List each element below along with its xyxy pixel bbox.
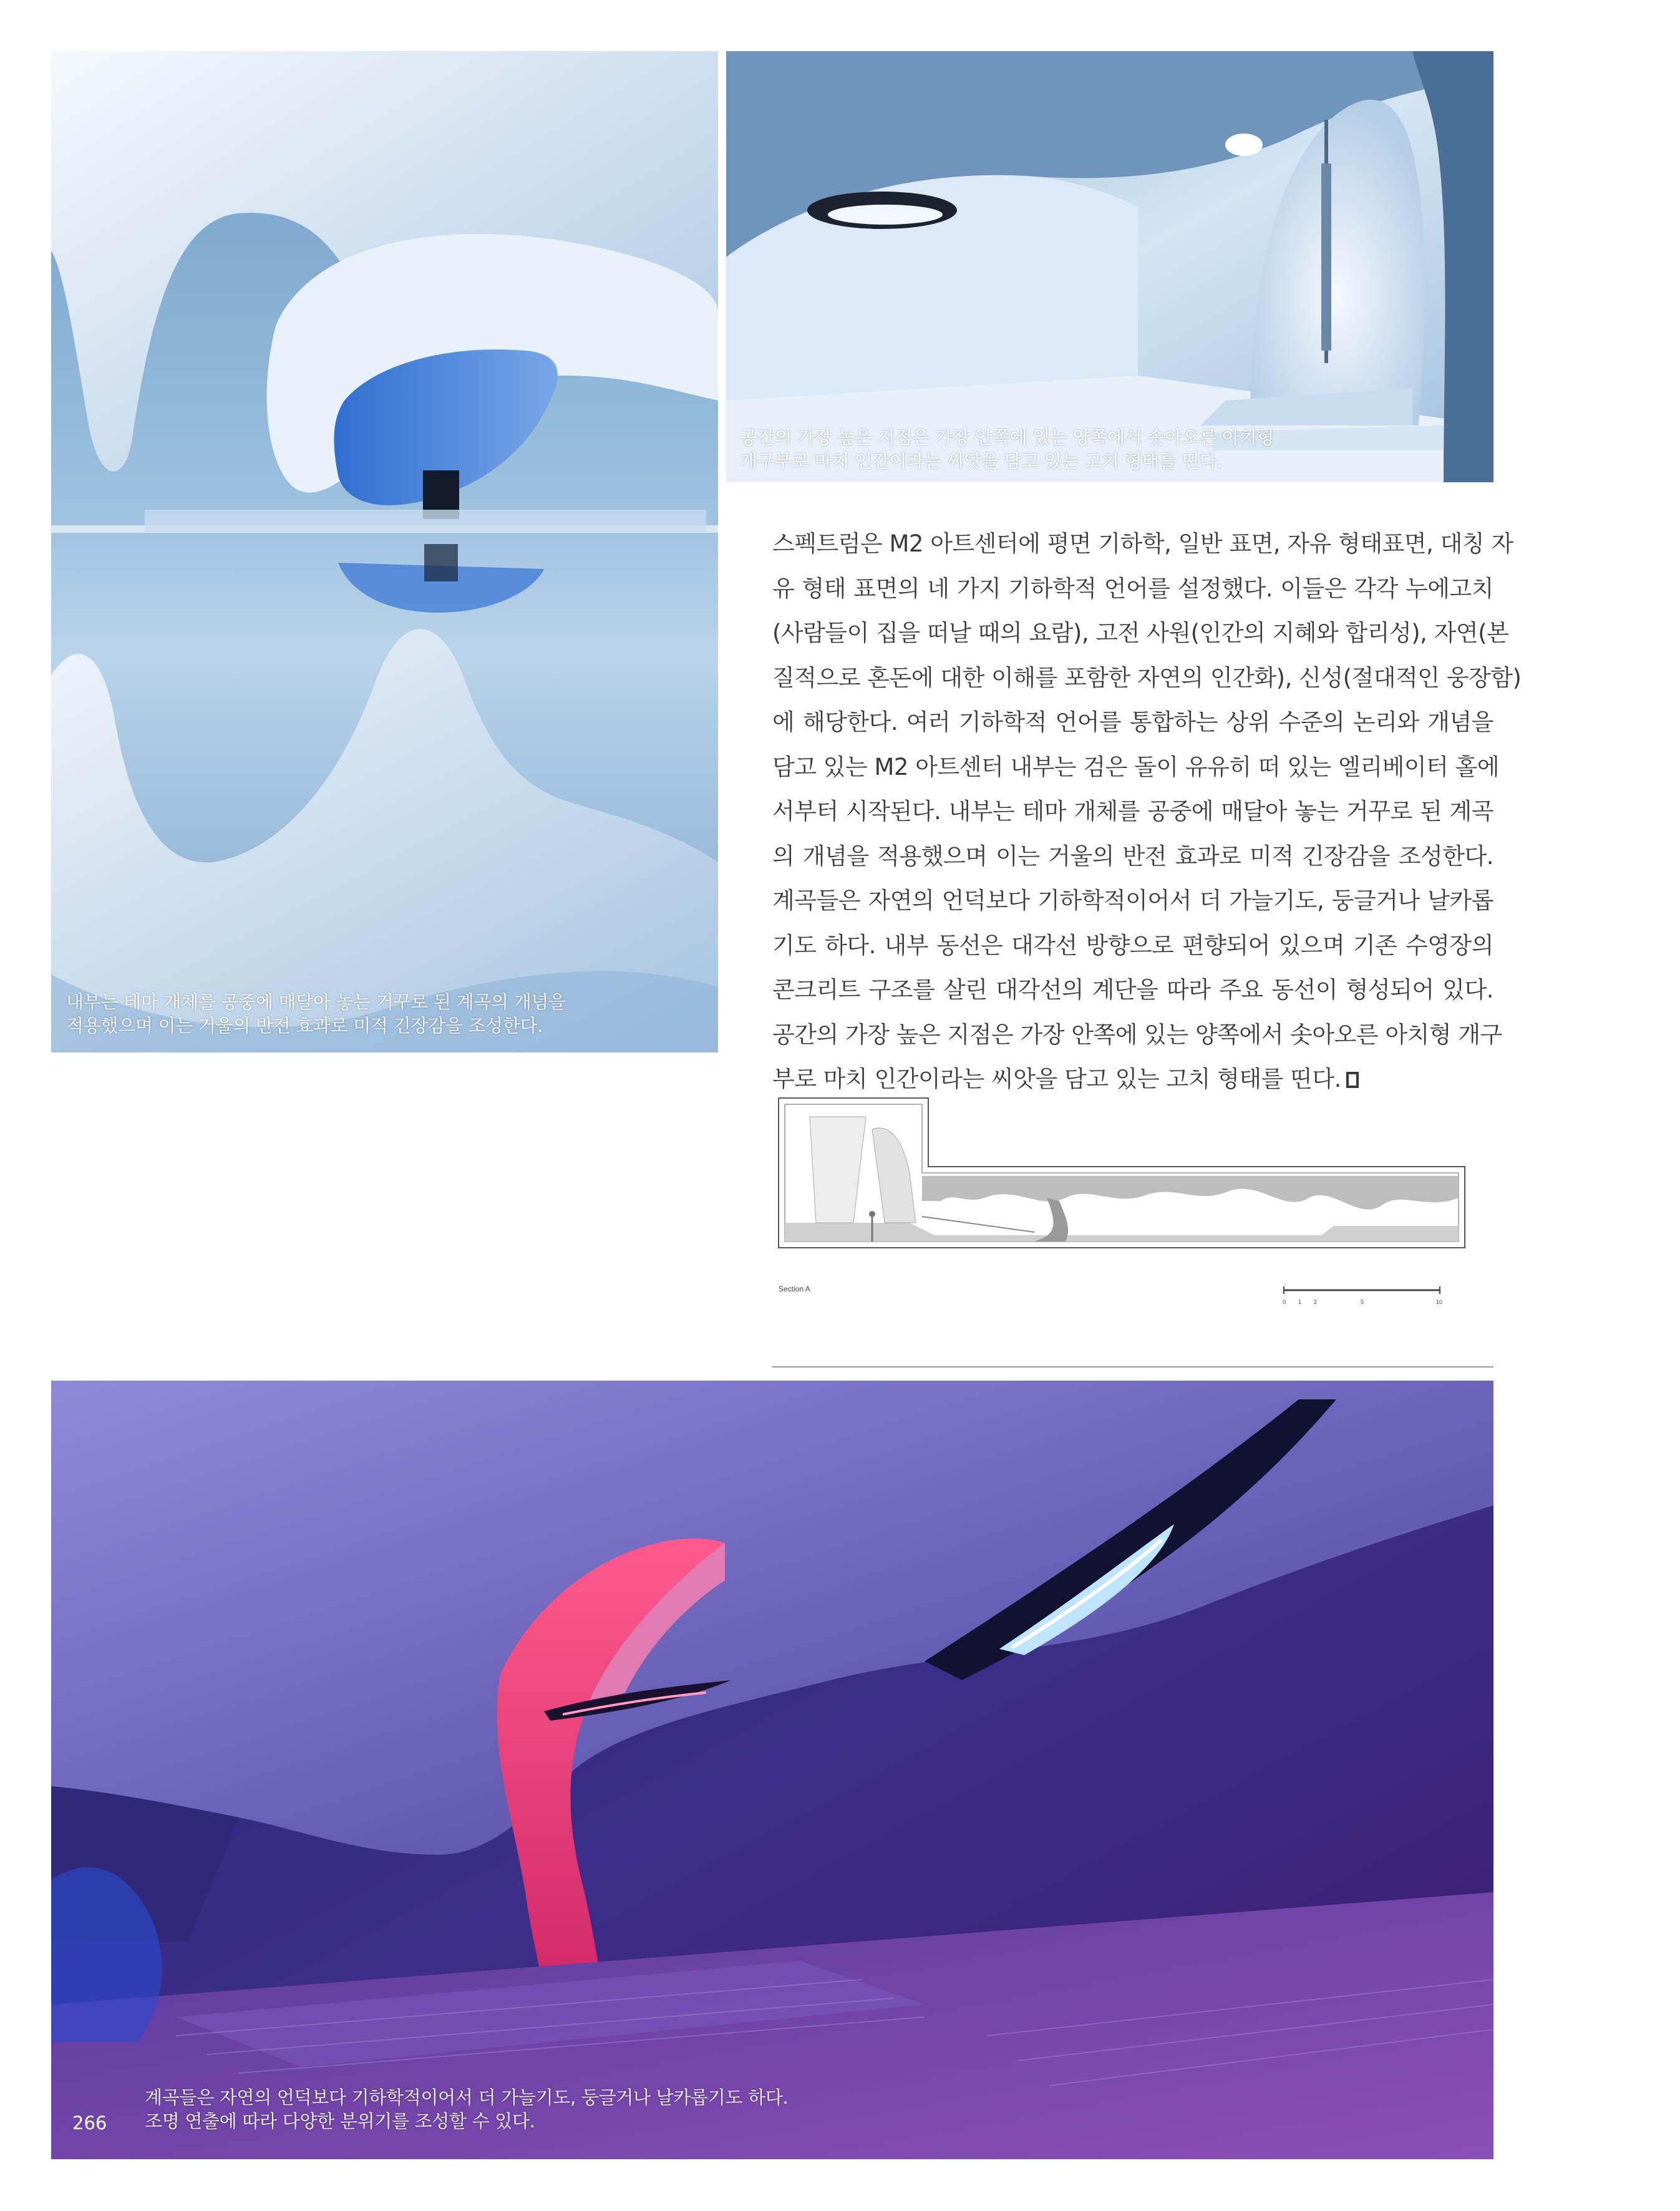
- scale-label: 2: [1314, 1299, 1318, 1305]
- interior-photo-lighting-mood: [51, 1381, 1493, 2159]
- article-body: [772, 522, 1522, 1102]
- body-line: 에 해당한다. 여러 기하학적 언어를 통합하는 상위 수준의 논리와 개념을: [772, 709, 1493, 736]
- body-line: 공간의 가장 높은 지점은 가장 안쪽에 있는 양쪽에서 솟아오른 아치형 개구: [772, 1021, 1502, 1048]
- scale-label: 0: [1283, 1299, 1286, 1305]
- body-line: 의 개념을 적용했으며 이는 거울의 반전 효과로 미적 긴장감을 조성한다.: [772, 842, 1493, 870]
- body-line: 서부터 시작된다. 내부는 테마 개체를 공중에 매달아 놓는 거꾸로 된 계곡: [772, 798, 1493, 825]
- body-line: 유 형태 표면의 네 가지 기하학적 언어를 설정했다. 이들은 각각 누에고치: [772, 575, 1493, 602]
- caption-line: 내부는 테마 개체를 공중에 매달아 놓는 거꾸로 된 계곡의 개념을: [66, 991, 566, 1013]
- caption-line: 적용했으며 이는 거울의 반전 효과로 미적 긴장감을 조성한다.: [66, 1015, 543, 1036]
- section-drawing-svg: [772, 1092, 1471, 1307]
- caption-line: 조명 연출에 따라 다양한 분위기를 조성할 수 있다.: [145, 2111, 535, 2132]
- body-line: 담고 있는 M2 아트센터 내부는 검은 돌이 유유히 떠 있는 엘리베이터 홀에: [772, 753, 1500, 780]
- arch-opening-illustration: [726, 51, 1493, 482]
- top-right-photo-caption: [740, 425, 1274, 473]
- bottom-photo-caption: [145, 2086, 788, 2133]
- body-line: 콘크리트 구조를 살린 대각선의 계단을 따라 주요 동선이 형성되어 있다.: [772, 976, 1493, 1003]
- scale-label: 5: [1361, 1299, 1364, 1305]
- article-end-mark: [1346, 1072, 1359, 1088]
- drawing-scale-bar: [1283, 1286, 1442, 1305]
- drawing-title: Section A: [779, 1285, 810, 1293]
- section-a-drawing: [772, 1092, 1471, 1307]
- caption-line: 개구부로 마치 인간이라는 씨앗을 담고 있는 고치 형태를 띤다.: [740, 450, 1223, 472]
- lighting-mood-illustration: [51, 1381, 1493, 2159]
- scale-label: 10: [1436, 1299, 1443, 1305]
- section-divider: [772, 1366, 1493, 1368]
- body-line: 기도 하다. 내부 동선은 대각선 방향으로 편향되어 있으며 기존 수영장의: [772, 931, 1493, 959]
- scale-label: 1: [1298, 1299, 1302, 1305]
- body-line: (사람들이 집을 떠날 때의 요람), 고전 사원(인간의 지혜와 합리성), 자연(본: [772, 620, 1509, 646]
- body-line: 스펙트럼은 M2 아트센터에 평면 기하학, 일반 표면, 자유 형태표면, 대칭 자: [772, 530, 1513, 557]
- interior-photo-arch-opening: [726, 51, 1493, 482]
- caption-line: 공간의 가장 높은 지점은 가장 안쪽에 있는 양쪽에서 솟아오른 아치형: [740, 427, 1275, 448]
- body-line-text: 부로 마치 인간이라는 씨앗을 담고 있는 고치 형태를 띤다.: [772, 1066, 1341, 1092]
- interior-photo-mirror-valley: [51, 51, 718, 1052]
- caption-line: 계곡들은 자연의 언덕보다 기하학적이어서 더 가늘기도, 둥글거나 날카롭기도 하다.: [145, 2087, 789, 2108]
- mirror-valley-illustration: [51, 51, 718, 1052]
- left-photo-caption: [66, 990, 566, 1037]
- page-number: 266: [72, 2112, 107, 2134]
- body-line: 질적으로 혼돈에 대한 이해를 포함한 자연의 인간화), 신성(절대적인 웅장함): [772, 664, 1522, 691]
- body-line: 계곡들은 자연의 언덕보다 기하학적이어서 더 가늘기도, 둥글거나 날카롭: [772, 887, 1493, 914]
